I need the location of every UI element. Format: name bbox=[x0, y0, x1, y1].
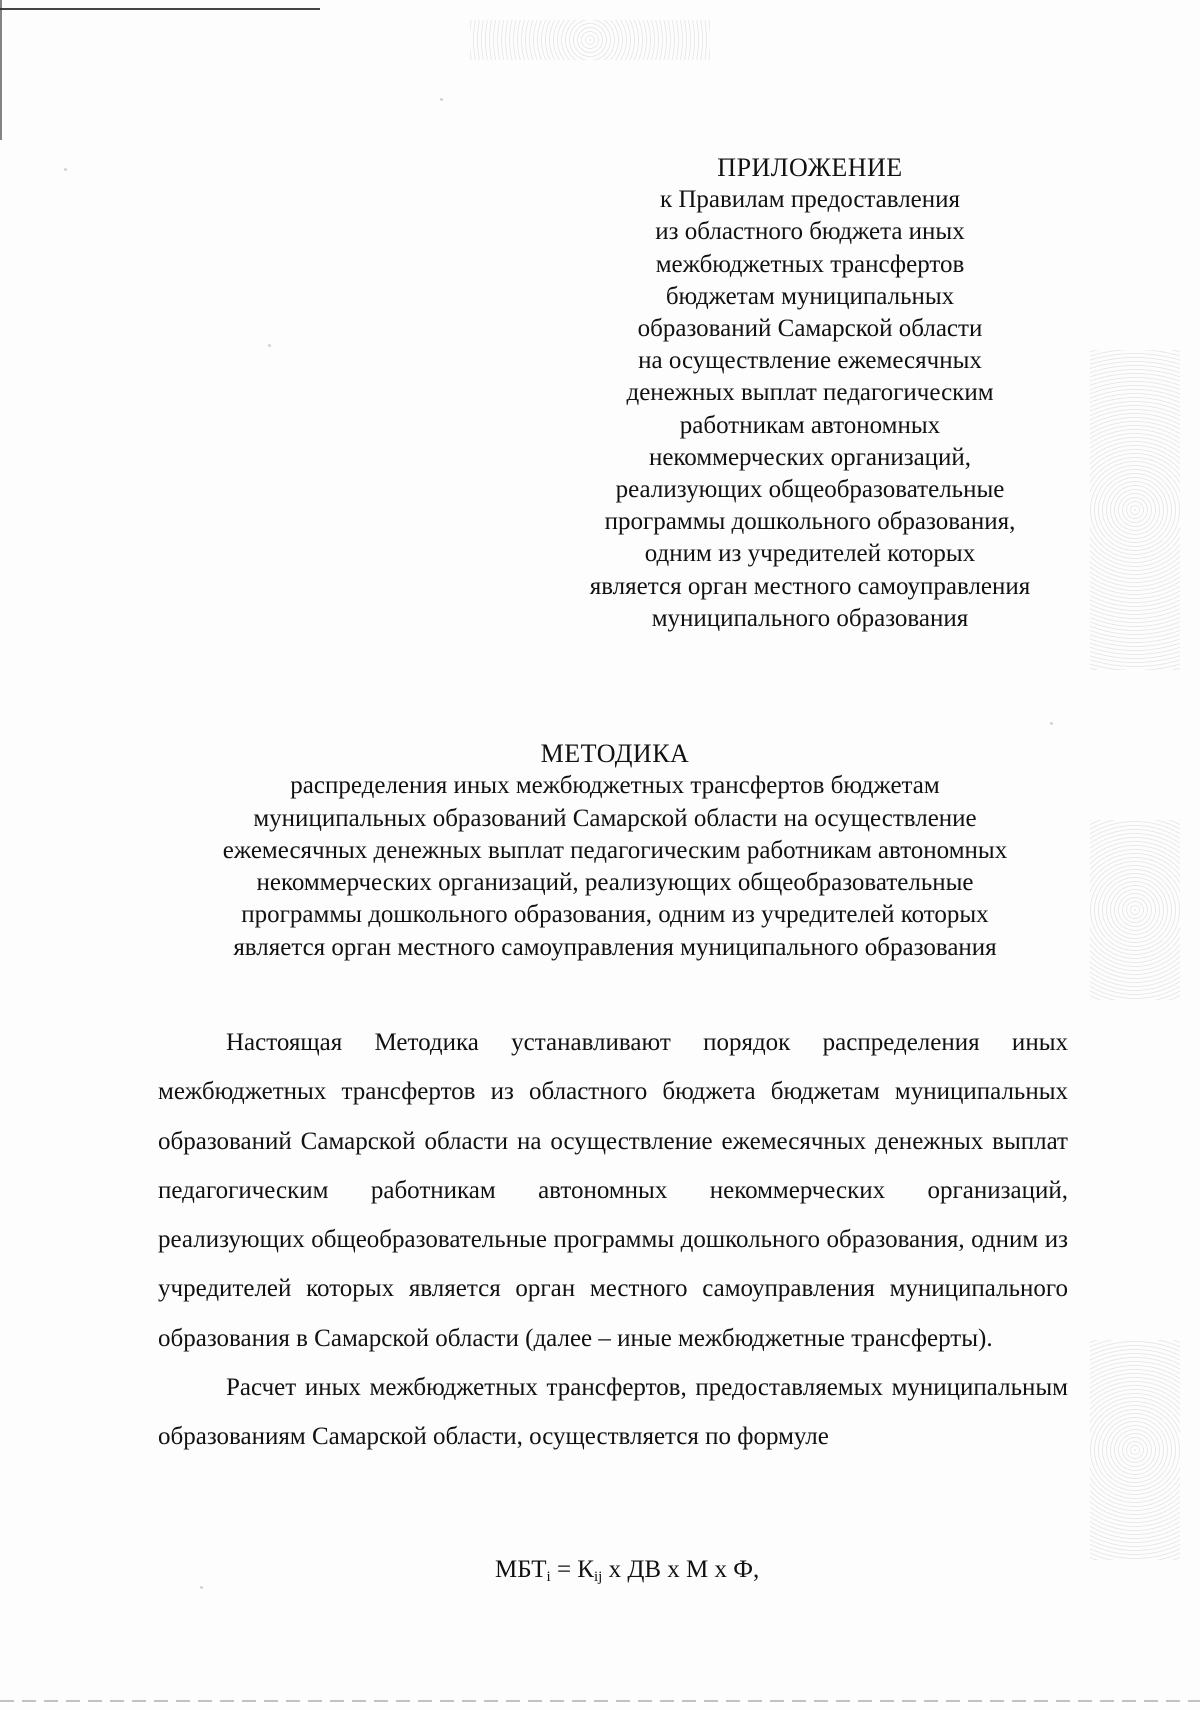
scan-speck bbox=[64, 168, 67, 171]
scan-speck bbox=[200, 1586, 203, 1589]
formula-rhs: х ДВ х М х Ф, bbox=[602, 1556, 760, 1583]
methodology-line: ежемесячных денежных выплат педагогическим работникам автономных bbox=[222, 836, 1008, 864]
scan-noise-right-lower bbox=[1090, 1340, 1180, 1560]
methodology-line: является орган местного самоуправления муниципального образования bbox=[233, 933, 997, 961]
appendix-line: на осуществление ежемесячных bbox=[638, 347, 982, 375]
scan-noise-right-upper bbox=[1090, 350, 1180, 670]
formula-lhs-subscript: i bbox=[546, 1569, 551, 1585]
scan-artifact-top-line bbox=[0, 8, 320, 10]
appendix-line: денежных выплат педагогическим bbox=[626, 379, 994, 407]
appendix-title: ПРИЛОЖЕНИЕ bbox=[717, 153, 903, 182]
formula-equals-k: = К bbox=[550, 1556, 594, 1583]
methodology-heading bbox=[140, 738, 1090, 964]
scan-artifact-bottom-line bbox=[0, 1700, 1200, 1702]
appendix-block bbox=[540, 152, 1080, 635]
appendix-line: программы дошкольного образования, bbox=[604, 508, 1016, 536]
appendix-line: некоммерческих организаций, bbox=[648, 443, 972, 471]
methodology-line: программы дошкольного образования, одним из учредителей которых bbox=[241, 901, 989, 929]
appendix-line: одним из учредителей которых bbox=[644, 540, 976, 568]
appendix-line: муниципального образования bbox=[651, 604, 969, 632]
scan-noise-right-middle bbox=[1090, 820, 1180, 1000]
formula-k-subscript: ij bbox=[593, 1569, 603, 1585]
formula bbox=[495, 1556, 759, 1586]
appendix-line: межбюджетных трансфертов bbox=[655, 250, 965, 278]
appendix-line: бюджетам муниципальных bbox=[665, 282, 955, 310]
scan-artifact-left-line bbox=[0, 0, 2, 140]
formula-lhs: МБТ bbox=[495, 1556, 547, 1583]
scan-speck bbox=[440, 98, 443, 101]
methodology-line: распределения иных межбюджетных трансфертов бюджетам bbox=[290, 772, 940, 800]
appendix-line: образований Самарской области bbox=[637, 315, 983, 343]
scan-noise-top bbox=[470, 20, 710, 60]
scan-speck bbox=[268, 344, 271, 347]
scan-speck bbox=[1050, 722, 1053, 725]
appendix-line: реализующих общеобразовательные bbox=[615, 476, 1005, 504]
body-paragraph: Расчет иных межбюджетных трансфертов, предоставляемых муниципальным образованиям Самарской области, осуществляется по формуле bbox=[158, 1374, 1068, 1451]
appendix-line: к Правилам предоставления bbox=[659, 186, 961, 214]
methodology-title: МЕТОДИКА bbox=[540, 739, 690, 768]
body-text bbox=[158, 1018, 1068, 1462]
methodology-line: муниципальных образований Самарской области на осуществление bbox=[253, 804, 977, 832]
appendix-line: работникам автономных bbox=[679, 411, 941, 439]
body-paragraph: Настоящая Методика устанавливают порядок распределения иных межбюджетных трансфертов из областного бюджета бюджетам муниципальных образований Самарской области на осуществление ежемесячных денежных выплат педагогическим работникам автономных некоммерческих организаций, реализующих общеобразовательные программы дошкольного образования, одним из учредителей которых является орган местного самоуправления муниципального образования в Самарской области (далее – иные межбюджетные трансферты). bbox=[158, 1029, 1068, 1352]
methodology-line: некоммерческих организаций, реализующих общеобразовательные bbox=[256, 869, 974, 897]
appendix-line: является орган местного самоуправления bbox=[589, 572, 1031, 600]
appendix-line: из областного бюджета иных bbox=[655, 218, 965, 246]
